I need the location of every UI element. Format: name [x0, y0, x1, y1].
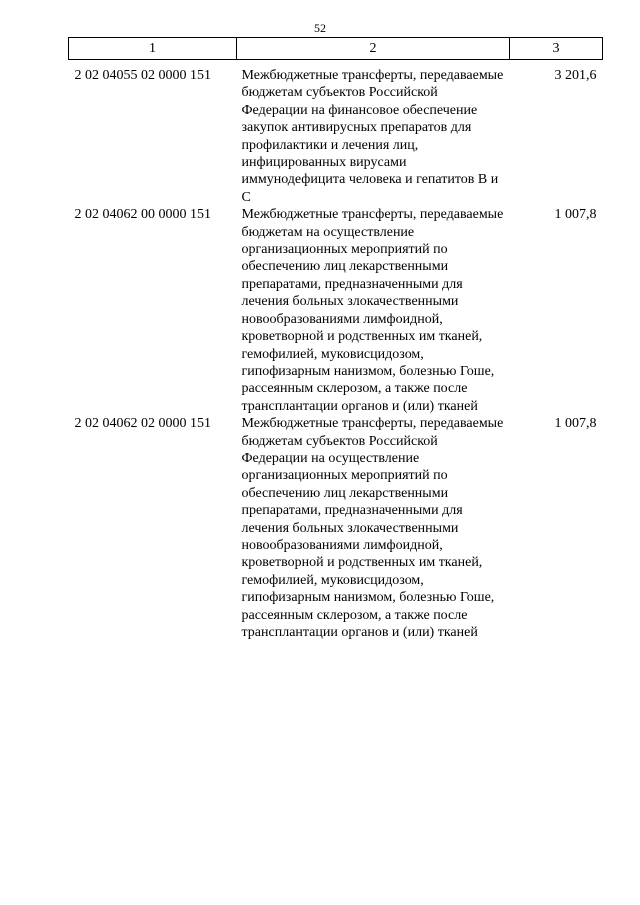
column-header-code: 1	[69, 38, 237, 60]
budget-code-cell: 2 02 04062 02 0000 151	[74, 416, 211, 432]
table-header-row	[69, 38, 603, 60]
table-row	[69, 415, 603, 641]
amount-cell: 1 007,8	[554, 207, 597, 223]
table-row	[69, 206, 603, 415]
budget-code-cell: 2 02 04062 00 0000 151	[74, 207, 211, 223]
description-cell: Межбюджетные трансферты, передаваемые бюджетам субъектов Российской Федерации на осуществление организационных мероприятий по обеспечению лиц лекарственными препаратами, предназначенными для лечения больных злокачественными новообразованиями лимфоидной, кроветворной и родственных им тканей, гемофилией, муковисцидозом, гипофизарным нанизмом, болезнью Гоше, рассеянным склерозом, а также после трансплантации органов и (или) тканей	[241, 416, 504, 640]
description-cell: Межбюджетные трансферты, передаваемые бюджетам на осуществление организационных мероприятий по обеспечению лиц лекарственными препаратами, предназначенными для лечения больных злокачественными новообразованиями лимфоидной, кроветворной и родственных им тканей, гемофилией, муковисцидозом, гипофизарным нанизмом, болезнью Гоше, рассеянным склерозом, а также после трансплантации органов и (или) тканей	[241, 207, 504, 414]
column-header-description: 2	[237, 38, 510, 60]
amount-cell: 1 007,8	[554, 416, 597, 432]
budget-transfers-table	[68, 37, 603, 641]
amount-cell: 3 201,6	[554, 68, 597, 83]
budget-code-cell: 2 02 04055 02 0000 151	[74, 68, 211, 83]
description-cell: Межбюджетные трансферты, передаваемые бюджетам субъектов Российской Федерации на финансовое обеспечение закупок антивирусных препаратов для профилактики и лечения лиц, инфицированных вирусами иммунодефицита человека и гепатитов В и С	[241, 68, 504, 205]
page-number: 52	[314, 21, 326, 35]
table-row	[69, 60, 603, 207]
column-header-amount: 3	[510, 38, 603, 60]
